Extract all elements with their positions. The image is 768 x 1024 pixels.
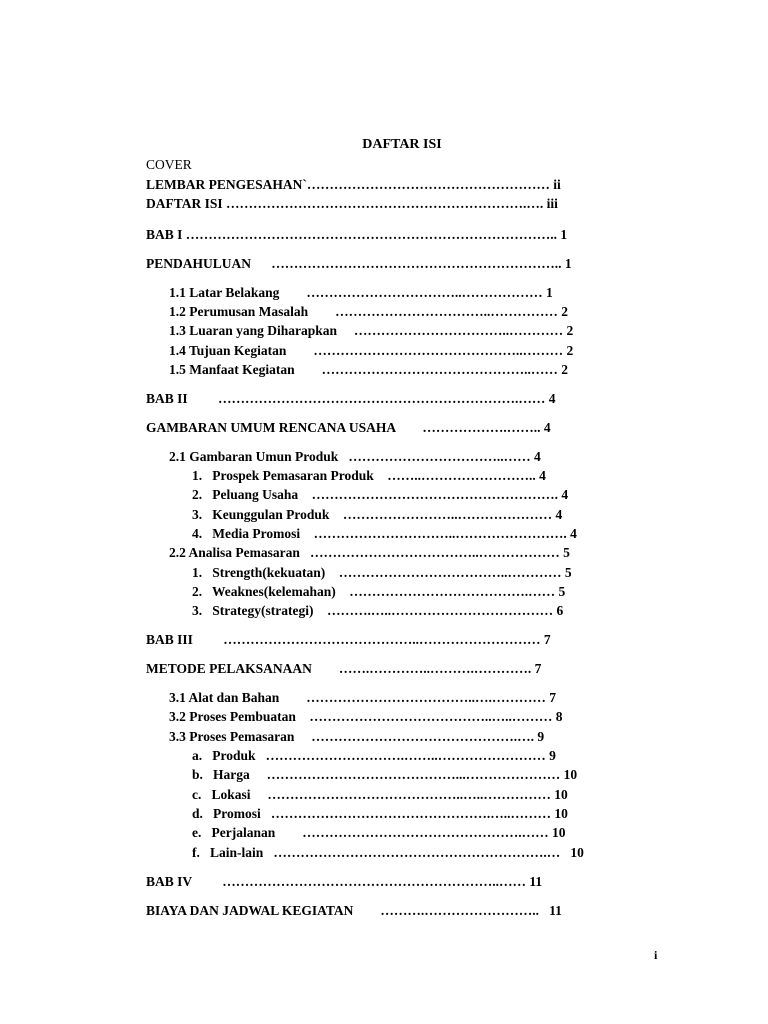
toc-item-3-3-e: e. Perjalanan ………………………………………….…… 10 <box>192 825 566 840</box>
toc-item-3-2: 3.2 Proses Pembuatan …………………………………..…..……… 8 <box>169 709 563 724</box>
toc-daftar-isi: DAFTAR ISI ………………………………………………………….…. iii <box>146 196 558 211</box>
toc-pendahuluan: PENDAHULUAN ……………………………………………………….. 1 <box>146 256 572 271</box>
toc-item-2-1-4: 4. Media Promosi …………………………..……………………. 4 <box>192 526 577 541</box>
toc-item-1-1: 1.1 Latar Belakang ……………………………..……………… 1 <box>169 285 553 300</box>
toc-item-3-3: 3.3 Proses Pemasaran ……………………………………….…. 9 <box>169 729 545 744</box>
toc-gambaran-umum: GAMBARAN UMUM RENCANA USAHA ……………….…….. 4 <box>146 420 551 435</box>
toc-item-2-2-2: 2. Weaknes(kelemahan) ………………………………….…… 5 <box>192 584 566 599</box>
toc-item-1-4: 1.4 Tujuan Kegiatan ………………………………………..……… 2 <box>169 343 574 358</box>
toc-bab-1: BAB I ……………………………………………………………………….. 1 <box>146 227 568 242</box>
toc-metode-pelaksanaan: METODE PELAKSANAAN …….…………..……….…………. 7 <box>146 661 542 676</box>
page-number: i <box>654 948 658 962</box>
toc-bab-3: BAB III ……………………………………..……………………… 7 <box>146 632 551 647</box>
toc-cover: COVER <box>146 157 192 172</box>
toc-item-2-1-3: 3. Keunggulan Produk ……………………..………………… 4 <box>192 507 563 522</box>
toc-item-1-3: 1.3 Luaran yang Diharapkan ……………………………..………… 2 <box>169 323 574 338</box>
toc-item-2-1: 2.1 Gambaran Umun Produk ……………………………..…… 4 <box>169 449 541 464</box>
toc-item-1-5: 1.5 Manfaat Kegiatan ………………………………………..…… 2 <box>169 362 568 377</box>
toc-item-3-3-b: b. Harga ……………………………………...………………… 10 <box>192 767 578 782</box>
toc-biaya-jadwal: BIAYA DAN JADWAL KEGIATAN ……….…………………….. 11 <box>146 903 562 918</box>
page-title: DAFTAR ISI <box>362 137 442 152</box>
toc-item-3-3-a: a. Produk ………………………….……..…………………… 9 <box>192 748 556 763</box>
toc-item-3-3-c: c. Lokasi ……………………………………..…..…………… 10 <box>192 787 568 802</box>
toc-lembar-pengesahan: LEMBAR PENGESAHAN`……………………………………………… ii <box>146 177 561 192</box>
toc-item-1-2: 1.2 Perumusan Masalah ……………………………..…………… 2 <box>169 304 569 319</box>
toc-item-2-2-1: 1. Strength(kekuatan) ………………………………..………… 5 <box>192 565 572 580</box>
toc-item-2-2-3: 3. Strategy(strategi) ……….…..……………………………… 6 <box>192 603 564 618</box>
toc-item-3-1: 3.1 Alat dan Bahan ………………………………..….………… 7 <box>169 690 557 705</box>
toc-item-3-3-d: d. Promosi ………………………………………….…..……… 10 <box>192 806 568 821</box>
toc-item-2-2: 2.2 Analisa Pemasaran ………………………………..……………… 5 <box>169 545 570 560</box>
toc-item-3-3-f: f. Lain-lain …………………………………………………….… 10 <box>192 845 584 860</box>
toc-item-2-1-1: 1. Prospek Pemasaran Produk ……..…………………….. 4 <box>192 468 546 483</box>
toc-item-2-1-2: 2. Peluang Usaha ………………………………………………. 4 <box>192 487 569 502</box>
toc-bab-4: BAB IV ……………………………………………………..…… 11 <box>146 874 543 889</box>
toc-bab-2: BAB II ………………………………………………………….…… 4 <box>146 391 556 406</box>
